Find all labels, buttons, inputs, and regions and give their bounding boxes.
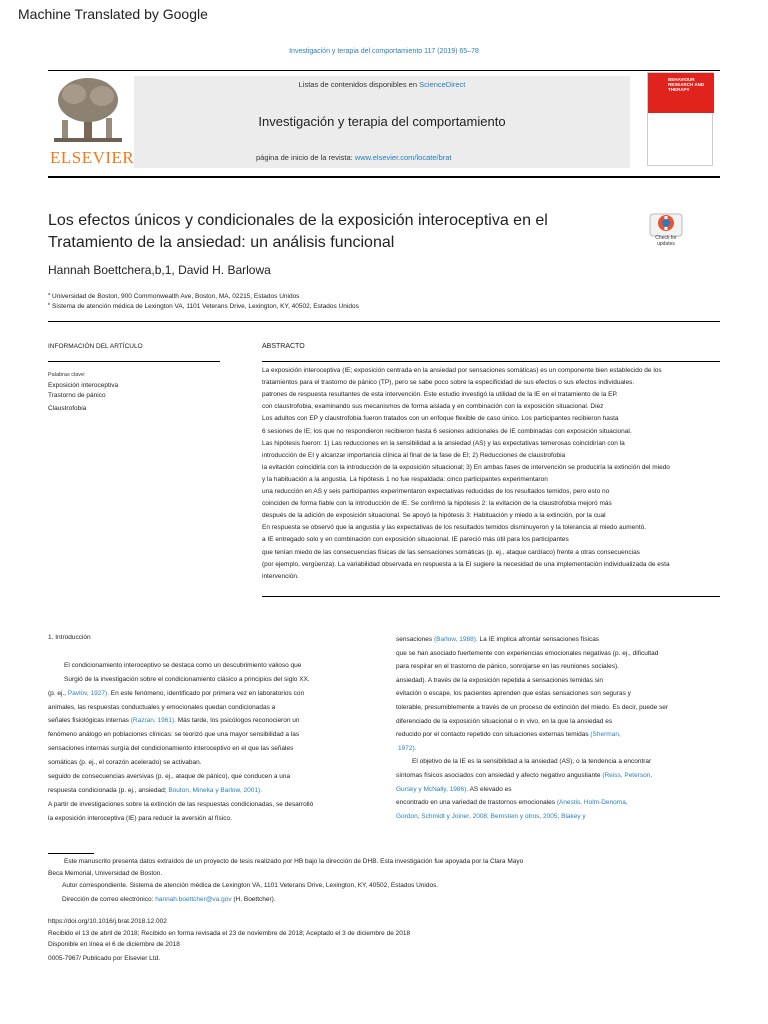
footnote-text: Este manuscrito presenta datos extraídos de un proyecto de tesis realizado por HB bajo la dirección de DHB. Esta investigación fue apoyada por la Clara Mayo [64, 858, 524, 865]
abstract-line: tratamientos para el trastorno de pánico (TP), pero se sabe poco sobre la especificidad de sus efectos o sus efectos individuales. [262, 379, 635, 387]
online-date: Disponible en línea el 6 de diciembre de 2018 [48, 941, 180, 948]
journal-reference-link[interactable]: Investigación y terapia del comportamiento 117 (2019) 65–78 [289, 48, 479, 55]
title-line: Los efectos únicos y condicionales de la exposición interoceptiva en el [48, 212, 548, 229]
body-text: sensaciones internas surgía del condicionamiento interoceptivo en el que las señales [48, 745, 294, 753]
body-line [48, 815, 232, 822]
abstract-line: y la habituación a la angustia. La hipótesis 1 no fue respaldada: cinco participantes experimentaron [262, 475, 548, 483]
body-line [396, 786, 512, 793]
body-line [48, 717, 300, 724]
crossmark-label: Check for updates [655, 235, 677, 247]
citation-link[interactable]: (Sherman, [590, 731, 621, 739]
body-line [396, 718, 612, 725]
abstract-bottom-rule [262, 596, 720, 597]
cover-title: BEHAVIOUR RESEARCH AND THERAPY [668, 77, 705, 92]
body-line [396, 663, 619, 670]
abstract-line: después de la adición de exposición situacional. Se apoyó la hipótesis 3: Habituación y miedo a la extinción, por la cual [262, 512, 606, 520]
body-text: Más tarde, los psicólogos reconocieron un [175, 717, 300, 725]
journal-title: Investigación y terapia del comportamiento [258, 114, 506, 129]
body-line [396, 799, 628, 806]
abstract-line: intervención. [262, 572, 299, 580]
body-line [64, 676, 310, 683]
body-text: seguido de consecuencias aversivas (p. ej., ataque de pánico), que conducen a una [48, 773, 291, 780]
body-text: 1. Introducción [48, 634, 91, 641]
body-line [48, 731, 299, 738]
body-line [48, 787, 262, 794]
abstract-line: En respuesta se observó que la angustia y las expectativas de los resultados temidos disminuyeron y la tolerancia al miedo aumentó. [262, 524, 647, 532]
body-line [398, 745, 416, 752]
body-text: que se han asociado fuertemente con experiencias emocionales negativas (p. ej., dificultad [396, 649, 659, 657]
body-line [396, 677, 603, 684]
abstract-line: que tenían miedo de las consecuencias físicas de las sensaciones somáticas (p. ej., ataque cardíaco) frente a otras consecuencias [262, 548, 640, 556]
body-text: respuesta condicionada (p. ej., ansiedad; [48, 786, 169, 794]
body-text: fenómeno análogo en poblaciones clínicas: se teorizó que una mayor sensibilidad a las [48, 731, 300, 739]
body-line [64, 662, 301, 669]
affiliation-a [48, 291, 299, 300]
citation-link[interactable]: (Barlow, 1988). [433, 636, 478, 643]
body-text: ansiedad). A través de la exposición repetida a sensaciones temidas sin [396, 676, 604, 684]
journal-homepage [256, 153, 452, 162]
footnote-rule [48, 853, 94, 854]
doi-link[interactable]: https://doi.org/10.1016/j.brat.2018.12.002 [48, 918, 167, 925]
body-line [396, 650, 658, 657]
citation-link[interactable]: (Razran, 1961). [130, 717, 176, 725]
affiliation-b [48, 301, 359, 310]
header-top-rule [48, 70, 720, 71]
body-text: síntomas físicos asociados con ansiedad y afecto negativo angustiante [396, 772, 603, 779]
abstract-line: introducción de EI y alcanzar importancia clínica al final de la fase de EI; 2) Reducciones de claustrofobia [262, 451, 566, 459]
citation-link[interactable]: (Reiss, Peterson, [602, 772, 653, 779]
footnote-text: Dirección de correo electrónico: [62, 896, 156, 903]
article-info-heading: INFORMACIÓN DEL ARTÍCULO [48, 343, 143, 350]
body-line [48, 773, 290, 780]
citation-link[interactable]: 1972). [398, 744, 417, 752]
abstract-line: a IE entregado solo y en combinación con exposición situacional. IE pareció más útil para los participantes [262, 536, 569, 544]
citation-link[interactable]: Pavlov, 1927). [67, 689, 109, 697]
citation-link[interactable]: (Anestis, Holm-Denoma, [556, 799, 628, 807]
elsevier-wordmark: ELSEVIER [50, 148, 135, 167]
body-text: animales, las respuestas conductuales y emocionales quedan condicionadas a [48, 703, 276, 711]
body-line [396, 772, 652, 779]
header-bottom-rule [48, 176, 720, 178]
abstract-line: (por ejemplo, vergüenza). La variabilidad observada en respuesta a la EI sugiere la necesidad de una implementación individualizada de esta [262, 560, 670, 568]
journal-homepage-link[interactable]: www.elsevier.com/locate/brat [354, 153, 452, 162]
body-text: El condicionamiento interoceptivo se destaca como un descubrimiento valioso que [64, 661, 302, 669]
machine-translation-banner: Machine Translated by Google [18, 6, 208, 22]
body-text: somáticas (p. ej., el corazón acelerado) se activaban. [48, 759, 202, 767]
body-line [48, 759, 202, 766]
body-text: tolerable, presumiblemente a través de un proceso de extinción del miedo. Es decir, puede ser [396, 704, 669, 711]
footnote-line [64, 858, 523, 865]
article-info-rule [48, 361, 220, 362]
abstract-line: la evitación coincidiría con la introducción de la exposición situacional; 3) En ambas fases de intervención se produciría la extinción del miedo [262, 463, 670, 471]
keyword: Trastorno de pánico [48, 392, 106, 399]
affiliation-text: Universidad de Boston, 900 Commonwealth Ave, Boston, MA, 02215, Estados Unidos [52, 293, 300, 301]
footnote-line [48, 870, 162, 877]
footnote-line [62, 882, 438, 889]
contents-prefix: Listas de contenidos disponibles en [298, 80, 420, 89]
abstract-line: 6 sesiones de IE; los que no respondieron recibieron hasta 6 sesiones adicionales de IE combinadas con exposición situacional. [262, 427, 632, 435]
body-text: reducido por el contacto repetido con situaciones externas temidas [396, 731, 591, 739]
footnote-line [62, 896, 276, 903]
body-text: AS elevado es [468, 785, 512, 793]
sciencedirect-link[interactable]: ScienceDirect [419, 80, 466, 89]
paper-title [48, 210, 608, 254]
citation-link[interactable]: Gordon, Schmidt y Joiner, 2008; Bernstein y otros, 2005; Blakey y [396, 812, 586, 820]
body-text: sensaciones [396, 636, 434, 643]
footnote-text: Beca Memorial, Universidad de Boston. [48, 870, 163, 877]
body-text: evitación o escape, los pacientes aprenden que estas sensaciones son seguras y [396, 690, 631, 698]
footnote-text: (H. Boettcher). [231, 896, 276, 903]
body-line [396, 813, 586, 820]
abstract-rule [262, 361, 720, 362]
homepage-prefix: página de inicio de la revista: [256, 153, 355, 162]
email-link[interactable]: hannah.boettcher@va.gov [155, 896, 232, 903]
body-text: la exposición interoceptiva (IE) para reducir la aversión al físico. [48, 814, 232, 822]
body-line [396, 704, 668, 711]
abstract-line: Las hipótesis fueron: 1) Las reducciones en la sensibilidad a la ansiedad (AS) y las expectativas temerosas coincidirían con la [262, 439, 625, 447]
body-text: para respirar en el trastorno de pánico, sonrojarse en las reuniones sociales). [396, 663, 619, 671]
footnote-text: Autor correspondiente. Sistema de atención médica de Lexington VA, 1101 Veterans Drive, Lexington, KY, 40502, Estados Unidos. [62, 882, 439, 889]
body-line [396, 731, 621, 738]
section-heading [48, 634, 91, 641]
body-line [396, 636, 599, 643]
citation-link[interactable]: Bouton, Mineka y Barlow, 2001). [168, 786, 262, 794]
body-text: A partir de investigaciones sobre la extinción de las respuestas condicionadas, se desarrolló [48, 800, 314, 808]
abstract-line: con claustrofobia, examinando sus mecanismos de forma aislada y en combinación con la exposición situacional. Diez [262, 403, 604, 411]
keyword: Exposición interoceptiva [48, 382, 119, 389]
title-line: Tratamiento de la ansiedad: un análisis funcional [48, 234, 395, 251]
affiliation-text: Sistema de atención médica de Lexington VA, 1101 Veterans Drive, Lexington, KY, 40502, Estados Unidos [52, 303, 359, 311]
abstract-line: coinciden de forma fiable con la introducción de IE. Se confirmó la hipótesis 2: la evitación de la claustrofobia mejoró más [262, 500, 612, 508]
author-list: Hannah Boettchera,b,1, David H. Barlowa [48, 263, 271, 277]
abstract-line: patrones de respuesta resultantes de esta intervención. Este estudio investigó la utilidad de la IE en el tratamiento de la EP. [262, 391, 618, 399]
affiliation-mark: b [48, 301, 51, 306]
body-text: encontrado en una variedad de trastornos emocionales [396, 799, 557, 807]
body-line [48, 690, 304, 697]
body-line [396, 690, 631, 697]
body-line [412, 758, 651, 765]
abstract-line: Los adultos con EP y claustrofobia fueron tratados con un enfoque flexible de caso único. Los participantes recibieron hasta [262, 415, 619, 423]
pre-abstract-rule [48, 321, 720, 322]
received-dates: Recibido el 13 de abril de 2018; Recibido en forma revisada el 23 de noviembre de 2018; Aceptado el 3 de diciembre de 2018 [48, 930, 411, 937]
keyword: Claustrofobia [48, 405, 87, 412]
abstract-heading: ABSTRACTO [262, 343, 305, 350]
body-text: señales fisiológicas internas [48, 717, 131, 725]
journal-cover-image [647, 72, 713, 166]
keywords-label: Palabras clave: [48, 372, 86, 378]
body-text: Surgió de la investigación sobre el condicionamiento clásico a principios del siglo XX. [64, 675, 310, 683]
body-line [48, 704, 275, 711]
citation-link[interactable]: Gursky y McNally, 1986). [396, 785, 469, 793]
contents-availability [134, 80, 630, 89]
body-text: diferenciado de la exposición situacional o in vivo, en la que la ansiedad es [396, 717, 613, 725]
body-text: (p. ej., [48, 689, 68, 697]
body-line [48, 745, 293, 752]
body-text: El objetivo de la IE es la sensibilidad a la ansiedad (AS), o la tendencia a encontrar [412, 758, 652, 766]
affiliation-mark: a [48, 291, 51, 296]
abstract-line: una reducción en AS y seis participantes experimentaron expectativas reducidas de los resultados temidos, pero esto no [262, 488, 610, 495]
body-line [48, 801, 313, 808]
body-text: En este fenómeno, identificado por primera vez en laboratorios con [108, 689, 305, 697]
abstract-line: La exposición interoceptiva (IE; exposición centrada en la ansiedad por sensaciones somáticas) es un componente bien establecido de los [262, 367, 662, 374]
copyright: 0005-7967/ Publicado por Elsevier Ltd. [48, 955, 161, 962]
body-text: La IE implica afrontar sensaciones físicas [477, 636, 600, 643]
